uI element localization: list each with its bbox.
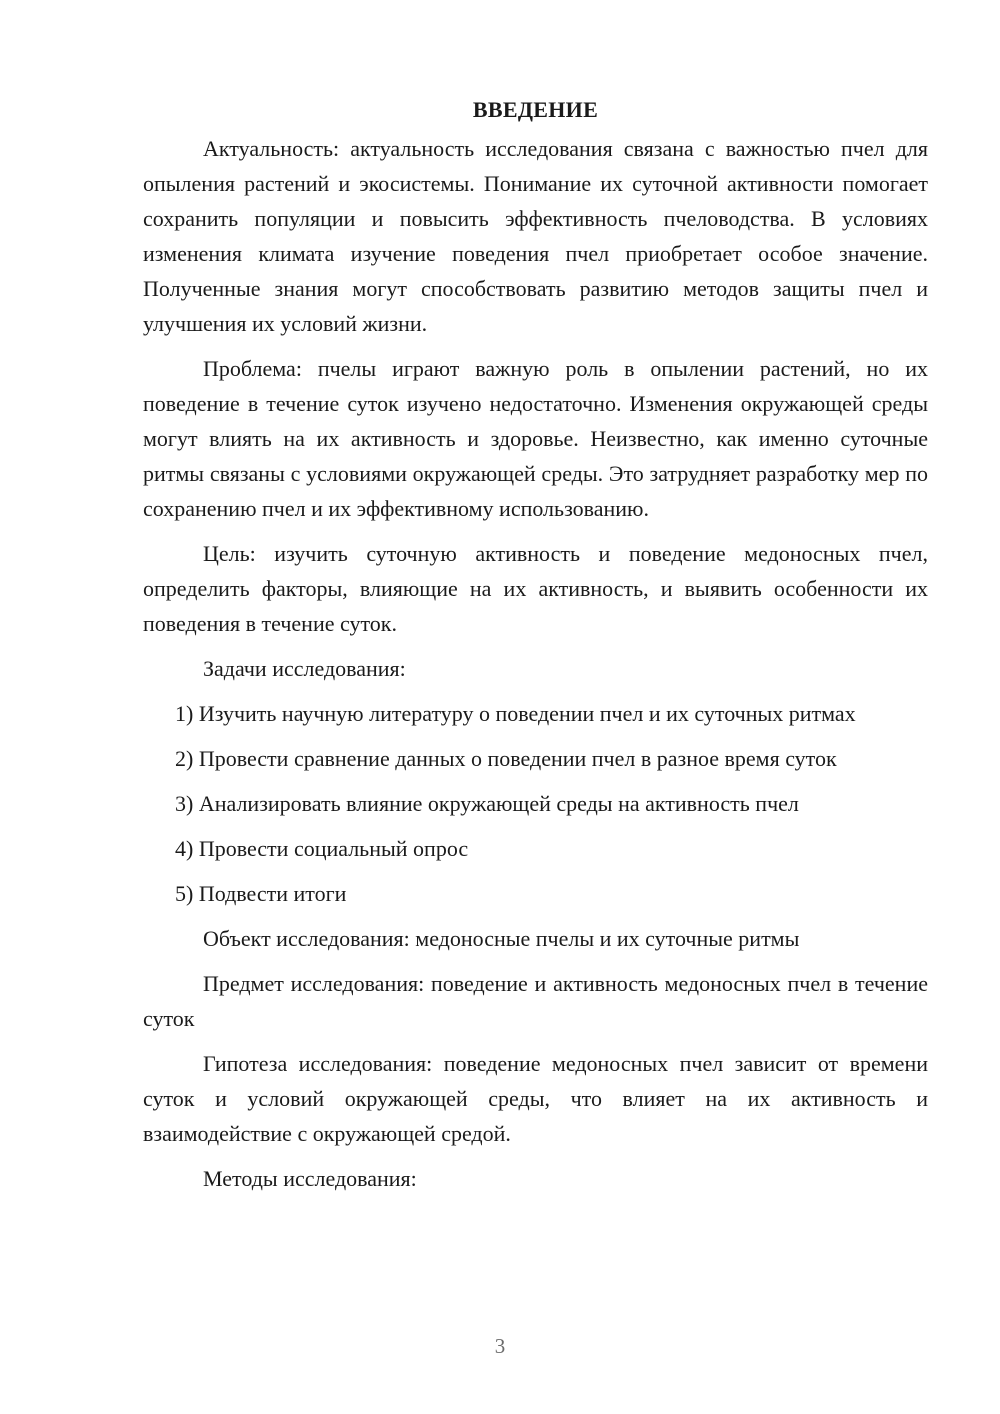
paragraph-hypothesis: Гипотеза исследования: поведение медоносных пчел зависит от времени суток и условий окружающей среды, что влияет на их активность и взаимодействие с окружающей средой. [143, 1051, 928, 1146]
list-item: 4) Провести социальный опрос [175, 836, 469, 861]
document-page [143, 92, 928, 1206]
list-item: 5) Подвести итоги [175, 881, 347, 906]
paragraph-object: Объект исследования: медоносные пчелы и их суточные ритмы [203, 926, 800, 951]
page-title: ВВЕДЕНИЕ [472, 97, 599, 122]
paragraph-problem: Проблема: пчелы играют важную роль в опылении растений, но их поведение в течение суток изучено недостаточно. Изменения окружающей среды могут влиять на их активность и здоровье. Неизвестно, как именно суточные ритмы связаны с условиями окружающей среды. Это затрудняет разработку мер по сохранению пчел и их эффективному использованию. [143, 356, 928, 521]
tasks-heading: Задачи исследования: [203, 656, 406, 681]
tasks-list [143, 696, 928, 911]
paragraph-subject: Предмет исследования: поведение и активность медоносных пчел в течение суток [143, 971, 928, 1031]
list-item: 3) Анализировать влияние окружающей среды на активность пчел [175, 791, 799, 816]
list-item: 2) Провести сравнение данных о поведении пчел в разное время суток [175, 746, 837, 771]
page-number: 3 [494, 1334, 506, 1358]
paragraph-relevance: Актуальность: актуальность исследования связана с важностью пчел для опыления растений и экосистемы. Понимание их суточной активности помогает сохранить популяции и повысить эффективность пчеловодства. В условиях изменения климата изучение поведения пчел приобретает особое значение. Полученные знания могут способствовать развитию методов защиты пчел и улучшения их условий жизни. [143, 136, 928, 336]
methods-heading: Методы исследования: [203, 1166, 417, 1191]
list-item: 1) Изучить научную литературу о поведении пчел и их суточных ритмах [175, 701, 856, 726]
paragraph-goal: Цель: изучить суточную активность и поведение медоносных пчел, определить факторы, влияющие на их активность, и выявить особенности их поведения в течение суток. [143, 541, 928, 636]
